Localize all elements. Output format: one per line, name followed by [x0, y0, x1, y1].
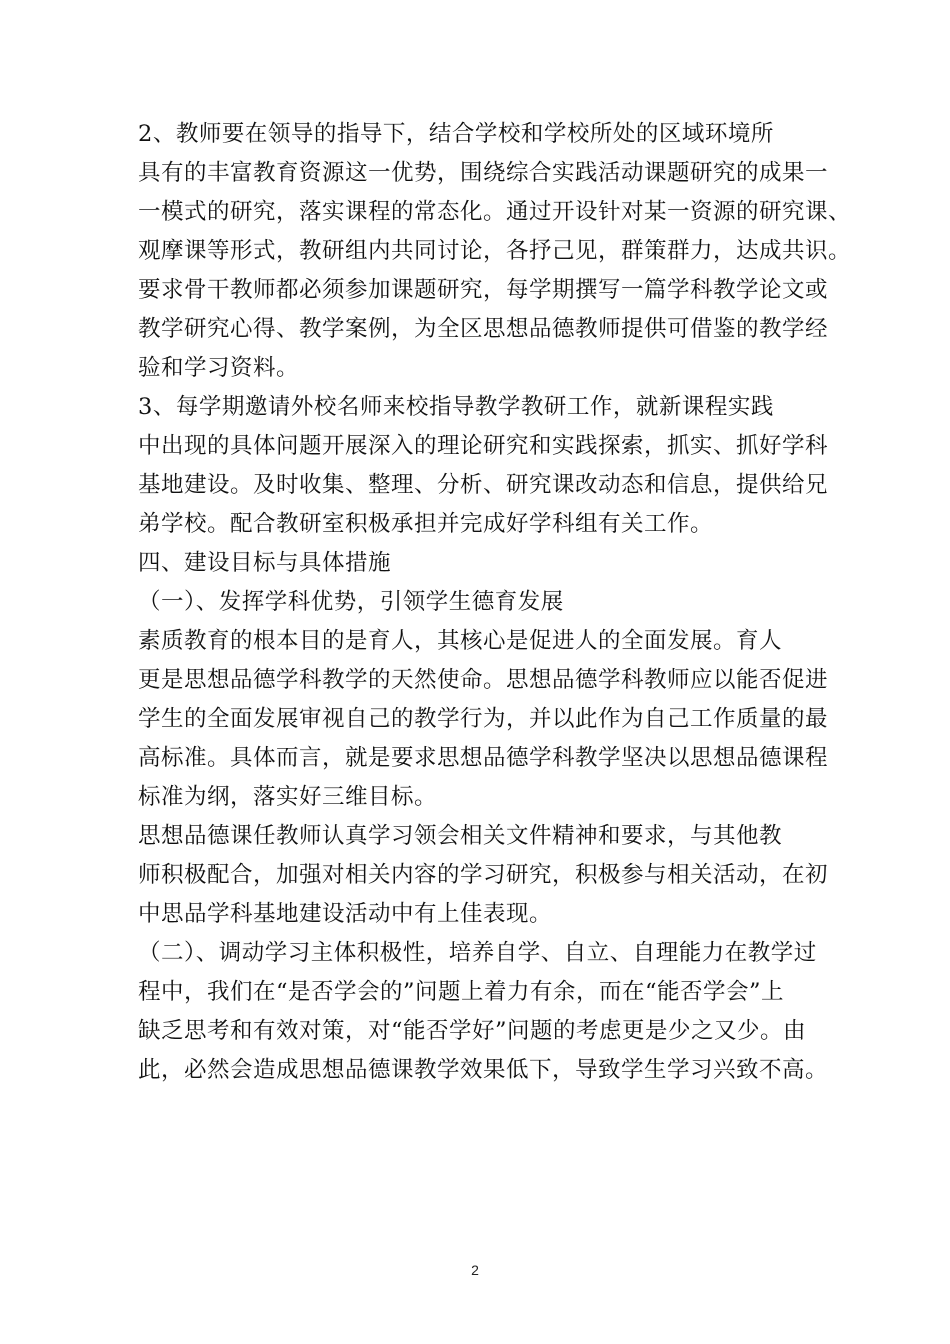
text-line: 2、教师要在领导的指导下，结合学校和学校所处的区域环境所 [138, 121, 774, 147]
text-line: 3、每学期邀请外校名师来校指导教学教研工作，就新课程实践 [138, 394, 774, 420]
text-line: 观摩课等形式，教研组内共同讨论，各抒己见，群策群力，达成共识。 [138, 238, 852, 264]
page-number: 2 [471, 1262, 479, 1278]
text-line: 教学研究心得、教学案例，为全区思想品德教师提供可借鉴的教学经 [138, 316, 829, 342]
text-line: 此，必然会造成思想品德课教学效果低下，导致学生学习兴致不高。 [138, 1057, 829, 1083]
text-line: 思想品德课任教师认真学习领会相关文件精神和要求，与其他教 [138, 823, 783, 849]
subsection-heading: （二）、调动学习主体积极性，培养自学、自立、自理能力在教学过 [138, 940, 817, 966]
text-line: 验和学习资料。 [138, 355, 300, 381]
text-line: 具有的丰富教育资源这一优势，围绕综合实践活动课题研究的成果一 [138, 160, 829, 186]
text-line: 弟学校。配合教研室积极承担并完成好学科组有关工作。 [138, 511, 714, 537]
text-line: 中出现的具体问题开展深入的理论研究和实践探索，抓实、抓好学科 [138, 433, 829, 459]
text-line: 学生的全面发展审视自己的教学行为，并以此作为自己工作质量的最 [138, 706, 829, 732]
document-body [138, 115, 852, 1090]
text-line: 师积极配合，加强对相关内容的学习研究，积极参与相关活动，在初 [138, 862, 829, 888]
text-line: 要求骨干教师都必须参加课题研究，每学期撰写一篇学科教学论文或 [138, 277, 829, 303]
text-line: 缺乏思考和有效对策，对“能否学好”问题的考虑更是少之又少。由 [138, 1018, 807, 1044]
text-line: 程中，我们在“是否学会的”问题上着力有余，而在“能否学会”上 [138, 979, 785, 1005]
section-heading: 四、建设目标与具体措施 [138, 550, 392, 576]
subsection-heading: （一）、发挥学科优势，引领学生德育发展 [138, 589, 564, 615]
text-line: 素质教育的根本目的是育人，其核心是促进人的全面发展。育人 [138, 628, 783, 654]
text-line: 基地建设。及时收集、整理、分析、研究课改动态和信息，提供给兄 [138, 472, 829, 498]
text-line: 更是思想品德学科教学的天然使命。思想品德学科教师应以能否促进 [138, 667, 829, 693]
text-line: 中思品学科基地建设活动中有上佳表现。 [138, 901, 553, 927]
text-line: 标准为纲，落实好三维目标。 [138, 784, 438, 810]
text-line: 一模式的研究，落实课程的常态化。通过开设针对某一资源的研究课、 [138, 199, 852, 225]
text-line: 高标准。具体而言，就是要求思想品德学科教学坚决以思想品德课程 [138, 745, 829, 771]
